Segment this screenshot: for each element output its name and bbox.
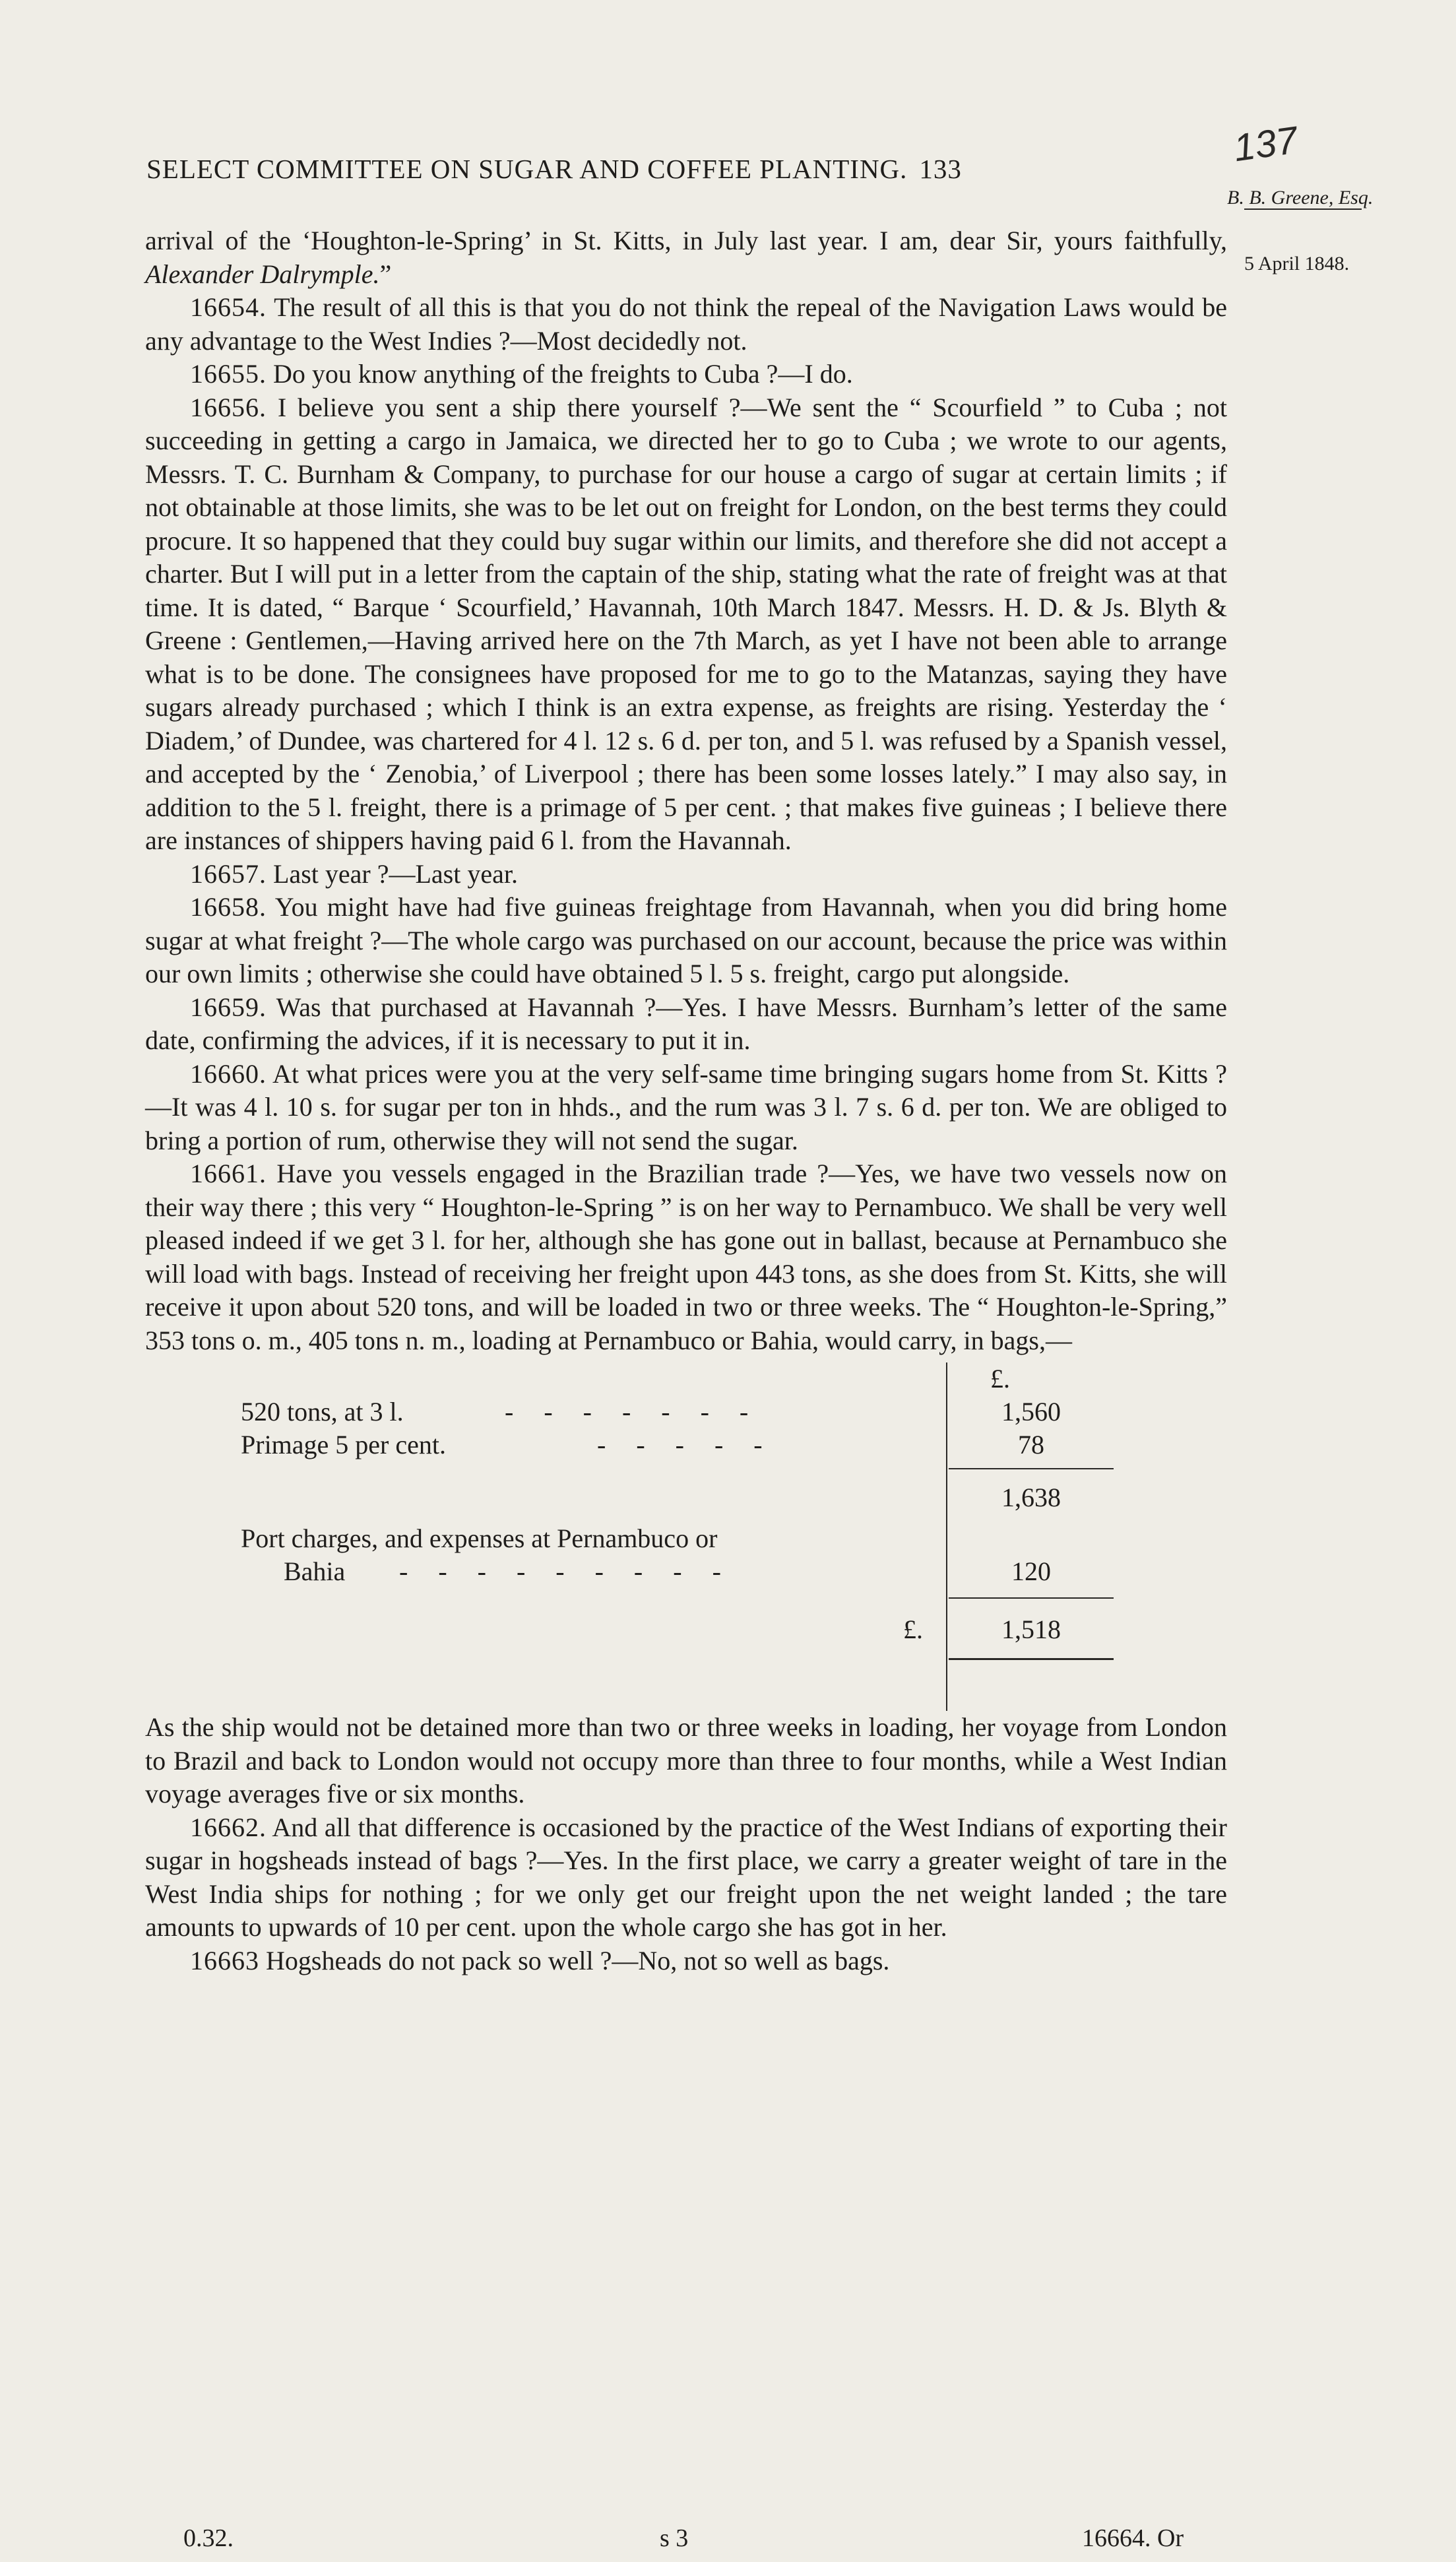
question-16658: 16658. You might have had five guineas freightage from Havannah, when you did bring home sugar at what freight ?—The whole cargo was purchased on our account, because the price was within our own limits ; otherwise she could have obtained 5 l. 5 s. freight, cargo put alongside. xyxy=(145,892,1227,988)
evidence-text xyxy=(145,224,1227,1977)
paragraph: arrival of the ‘Houghton-le-Spring’ in St. Kitts, in July last year. I am, dear Sir, yours faithfully, Alexander Dalrymple.” xyxy=(145,226,1227,289)
footer-catchword: 16664. Or xyxy=(1082,2524,1184,2552)
total-amount: 1,518 xyxy=(1001,1615,1061,1644)
sum-rule xyxy=(949,1468,1114,1469)
amount: 1,638 xyxy=(1001,1483,1061,1512)
question-16662: 16662. And all that difference is occasioned by the practice of the West Indians of exporting their sugar in hogsheads instead of bags ?—Yes. In the first place, we carry a greater weight of tare in the West India ships for nothing ; for we only get our freight upon the net weight landed ; the tare amounts to upwards of 10 per cent. upon the whole cargo she has got in her. xyxy=(145,1812,1227,1942)
page-number: 133 xyxy=(919,154,962,184)
running-head xyxy=(146,153,1202,185)
margin-date: 5 April 1848. xyxy=(1244,253,1350,274)
question-16657: 16657. Last year ?—Last year. xyxy=(190,858,518,889)
question-16663: 16663 Hogsheads do not pack so well ?—No, not so well as bags. xyxy=(190,1945,890,1975)
currency-symbol: £. xyxy=(990,1364,1010,1393)
footer-signature: s 3 xyxy=(660,2524,689,2552)
amount: 78 xyxy=(1018,1430,1044,1459)
margin-witness: B. B. Greene, Esq. xyxy=(1227,187,1374,208)
question-16660: 16660. At what prices were you at the very self-same time bringing sugars home from St. Kitts ?—It was 4 l. 10 s. for sugar per ton in hhds., and the rum was 3 l. 7 s. 6 d. per ton. We are obliged to bring a portion of rum, otherwise they will not send the sugar. xyxy=(145,1058,1227,1155)
question-16656: 16656. I believe you sent a ship there yourself ?—We sent the “ Scourfield ” to Cuba ; not succeeding in getting a cargo in Jamaica, we directed her to go to Cuba ; we wrote to our agents, Messrs. T. C. Burnham & Company, to purchase for our house a cargo of sugar at certain limits ; if not obtainable at those limits, she was to be let out on freight for London, on the best terms they could procure. It so happened that they could buy sugar within our limits, and therefore she did not accept a charter. But I will put in a letter from the captain of the ship, stating what the rate of freight was at that time. It is dated, “ Barque ‘ Scourfield,’ Havannah, 10th March 1847. Messrs. H. D. & Js. Blyth & Greene : Gentlemen,—Having arrived here on the 7th March, as yet I have not been able to arrange what is to be done. The consignees have proposed for me to go to the Matanzas, saying they have sugars already purchased ; which I think is an extra expense, as freights are rising. Yesterday the ‘ Diadem,’ of Dundee, was chartered for 4 l. 12 s. 6 d. per ton, and 5 l. was refused by a Spanish vessel, and accepted by the ‘ Zenobia,’ of Liverpool ; there has been some losses lately.” I may also say, in addition to the 5 l. freight, there is a primage of 5 per cent. ; that makes five guineas ; I believe there are instances of shippers having paid 6 l. from the Havannah. xyxy=(145,392,1228,855)
footer-reference: 0.32. xyxy=(183,2524,234,2552)
question-16659: 16659. Was that purchased at Havannah ?—Yes. I have Messrs. Burnham’s letter of the same date, confirming the advices, if it is necessary to put it in. xyxy=(145,992,1227,1055)
question-16661: 16661. Have you vessels engaged in the Brazilian trade ?—Yes, we have two vessels now on their way there ; this very “ Houghton-le-Spring ” is on her way to Pernambuco. We shall be very well pleased indeed if we get 3 l. for her, although she has gone out in ballast, because at Pernambuco she will load with bags. Instead of receiving her freight upon 443 tons, as she does from St. Kitts, she will receive it upon about 520 tons, and will be loaded in two or three weeks. The “ Houghton-le-Spring,” 353 tons o. m., 405 tons n. m., loading at Pernambuco or Bahia, would carry, in bags,— xyxy=(145,1159,1228,1355)
account-divider xyxy=(946,1362,947,1711)
total-rule xyxy=(949,1658,1114,1660)
question-16654: 16654. The result of all this is that you do not think the repeal of the Navigation Laws would be any advantage to the West Indies ?—Most decidedly not. xyxy=(145,292,1228,356)
handwritten-folio: 137 xyxy=(1230,118,1300,170)
page-title: SELECT COMMITTEE ON SUGAR AND COFFEE PLANTING. xyxy=(146,154,908,184)
margin-rule xyxy=(1244,208,1362,210)
question-16655: 16655. Do you know anything of the freights to Cuba ?—I do. xyxy=(190,359,853,389)
sum-rule xyxy=(949,1597,1114,1599)
amount: 120 xyxy=(1011,1556,1051,1586)
paragraph: As the ship would not be detained more than two or three weeks in loading, her voyage from London to Brazil and back to London would not occupy more than three to four months, while a West Indian voyage averages five or six months. xyxy=(145,1712,1227,1809)
amount: 1,560 xyxy=(1001,1397,1061,1426)
freight-account: £. 520 tons, at 3 l. - - - - - - - 1,560 Primage 5 per cent. - - - - - 78 1,638 Port charges, and expenses at Pernambuco or Bahia - - - - - - - - - 120 £. 1,518 xyxy=(145,1362,1227,1706)
